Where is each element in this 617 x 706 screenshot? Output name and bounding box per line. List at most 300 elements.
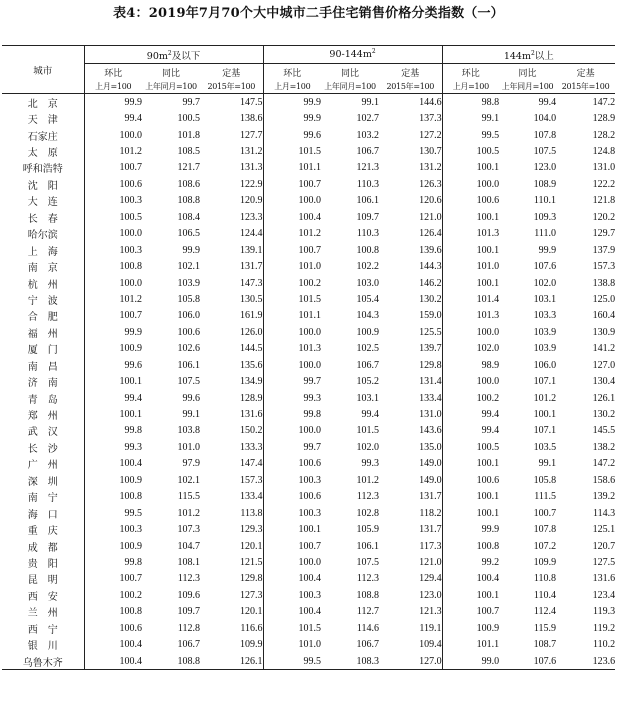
- index-value: 144.5: [240, 343, 263, 355]
- index-value: 130.9: [592, 326, 616, 338]
- index-value: 110.3: [356, 178, 380, 190]
- index-value: 100.7: [533, 507, 557, 519]
- table-row: [2, 538, 615, 554]
- table-row: [2, 258, 615, 274]
- table-title: 表4：2019年7月70个大中城市二手住宅销售价格分类指数（一）: [113, 6, 504, 21]
- table-row: [2, 341, 615, 357]
- index-value: 100.7: [263, 538, 321, 554]
- index-value: 99.5: [263, 653, 321, 670]
- city-name: 呼和浩特: [22, 164, 63, 176]
- index-value: 157.3: [240, 474, 263, 486]
- index-value: 126.0: [240, 326, 263, 338]
- index-value: 133.3: [240, 441, 263, 453]
- index-value: 130.4: [592, 376, 616, 388]
- index-value: 100.0: [263, 423, 321, 439]
- metric-header: 定基: [576, 68, 595, 79]
- index-value: 100.5: [442, 439, 499, 455]
- index-value: 103.2: [356, 129, 380, 141]
- table-row: [2, 373, 615, 389]
- index-value: 100.1: [84, 406, 142, 422]
- index-value: 100.7: [263, 176, 321, 192]
- index-value: 126.3: [419, 178, 442, 190]
- base-header: 上月=100: [263, 80, 321, 94]
- group-header-small: $90m^2$及以下: [84, 46, 263, 64]
- index-value: 103.9: [533, 343, 557, 355]
- index-value: 100.1: [442, 505, 499, 521]
- index-value: 110.4: [533, 589, 557, 601]
- index-value: 103.9: [533, 326, 557, 338]
- index-value: 106.7: [356, 146, 380, 158]
- index-value: 99.4: [361, 409, 380, 421]
- index-value: 110.3: [356, 228, 380, 240]
- index-value: 99.7: [263, 439, 321, 455]
- city-name: 郑 州: [27, 411, 58, 423]
- index-value: 107.5: [356, 556, 380, 568]
- table-body: [2, 94, 615, 670]
- index-value: 100.6: [263, 489, 321, 505]
- index-value: 121.8: [592, 195, 616, 207]
- metric-header: 同比: [518, 68, 537, 79]
- index-value: 100.1: [84, 373, 142, 389]
- index-value: 100.2: [442, 390, 499, 406]
- index-value: 99.3: [84, 439, 142, 455]
- index-value: 130.7: [419, 146, 442, 158]
- table-row: [2, 275, 615, 291]
- index-value: 107.6: [533, 261, 557, 273]
- index-value: 99.9: [263, 110, 321, 126]
- index-value: 131.0: [419, 409, 442, 421]
- index-value: 104.3: [356, 310, 380, 322]
- index-value: 101.2: [263, 226, 321, 242]
- index-value: 100.8: [84, 258, 142, 274]
- index-value: 112.3: [177, 573, 200, 585]
- index-value: 100.4: [84, 636, 142, 652]
- index-value: 103.1: [356, 392, 380, 404]
- index-value: 138.8: [592, 277, 616, 289]
- index-value: 100.0: [84, 127, 142, 143]
- table-row: [2, 653, 615, 670]
- city-name: 太 原: [27, 148, 58, 160]
- index-value: 101.8: [177, 129, 200, 141]
- index-value: 137.3: [419, 113, 442, 125]
- base-header-row: [2, 80, 615, 94]
- index-value: 99.8: [84, 554, 142, 570]
- index-value: 101.3: [442, 308, 499, 324]
- table-row: [2, 357, 615, 373]
- index-value: 106.0: [177, 310, 200, 322]
- index-value: 102.1: [177, 261, 200, 273]
- index-value: 117.3: [419, 540, 442, 552]
- price-index-table: [2, 45, 615, 670]
- index-value: 121.5: [240, 556, 263, 568]
- table-row: [2, 439, 615, 455]
- index-value: 101.3: [442, 226, 499, 242]
- index-value: 101.2: [84, 291, 142, 307]
- index-value: 100.2: [84, 587, 142, 603]
- index-value: 150.2: [240, 425, 263, 437]
- index-value: 160.4: [592, 310, 616, 322]
- index-value: 129.7: [592, 228, 616, 240]
- index-value: 109.3: [533, 211, 557, 223]
- city-name: 南 宁: [27, 493, 58, 505]
- index-value: 103.0: [356, 277, 380, 289]
- index-value: 127.0: [592, 359, 616, 371]
- index-value: 100.1: [442, 275, 499, 291]
- base-header: 上年同月=100: [142, 80, 200, 94]
- index-value: 102.6: [177, 343, 200, 355]
- table-row: [2, 127, 615, 143]
- index-value: 141.2: [592, 343, 616, 355]
- index-value: 105.2: [356, 376, 380, 388]
- index-value: 135.0: [419, 441, 442, 453]
- index-value: 100.4: [84, 653, 142, 670]
- index-value: 101.0: [177, 441, 200, 453]
- index-value: 97.9: [182, 458, 200, 470]
- city-name: 成 都: [27, 542, 58, 554]
- index-value: 100.5: [84, 209, 142, 225]
- index-value: 120.7: [592, 540, 616, 552]
- index-value: 99.9: [538, 244, 557, 256]
- index-value: 107.6: [499, 653, 556, 670]
- index-value: 134.9: [240, 376, 263, 388]
- table-row: [2, 505, 615, 521]
- city-name: 哈尔滨: [27, 230, 58, 242]
- index-value: 133.4: [240, 491, 263, 503]
- city-name: 青 岛: [27, 394, 58, 406]
- index-value: 124.4: [240, 228, 263, 240]
- index-value: 102.7: [356, 113, 380, 125]
- metric-header: 定基: [401, 68, 420, 79]
- metric-header: 环比: [442, 64, 499, 81]
- index-value: 105.8: [533, 474, 557, 486]
- index-value: 100.3: [263, 472, 321, 488]
- city-name: 西 安: [27, 591, 58, 603]
- index-value: 127.3: [240, 589, 263, 601]
- city-name: 西 宁: [27, 624, 58, 636]
- index-value: 100.6: [442, 193, 499, 209]
- index-value: 111.5: [534, 491, 557, 503]
- index-value: 113.8: [240, 507, 263, 519]
- index-value: 143.6: [419, 425, 442, 437]
- index-value: 100.7: [84, 160, 142, 176]
- index-value: 99.3: [263, 390, 321, 406]
- index-value: 99.2: [442, 554, 499, 570]
- index-value: 102.2: [356, 261, 380, 273]
- city-name: 银 川: [27, 641, 58, 653]
- index-value: 121.3: [356, 162, 380, 174]
- index-value: 106.1: [356, 540, 380, 552]
- index-value: 131.7: [419, 491, 442, 503]
- index-value: 119.3: [592, 606, 616, 618]
- index-value: 121.7: [177, 162, 200, 174]
- index-value: 110.8: [533, 573, 557, 585]
- index-value: 99.5: [84, 505, 142, 521]
- index-value: 101.1: [263, 308, 321, 324]
- index-value: 108.8: [356, 589, 380, 601]
- index-value: 100.0: [263, 357, 321, 373]
- index-value: 101.1: [263, 160, 321, 176]
- index-value: 100.0: [84, 275, 142, 291]
- base-header: 2015年=100: [556, 80, 615, 94]
- index-value: 105.8: [177, 293, 200, 305]
- index-value: 127.2: [419, 129, 442, 141]
- index-value: 125.0: [592, 293, 616, 305]
- index-value: 111.0: [534, 228, 557, 240]
- index-value: 127.7: [240, 129, 263, 141]
- index-value: 100.1: [263, 521, 321, 537]
- index-value: 108.9: [533, 178, 557, 190]
- index-value: 138.6: [240, 113, 263, 125]
- index-value: 115.9: [533, 622, 557, 634]
- metric-header: 环比: [263, 64, 321, 81]
- table-row: [2, 110, 615, 126]
- index-value: 101.2: [177, 507, 200, 519]
- index-value: 118.2: [419, 507, 442, 519]
- city-name: 长 沙: [27, 443, 58, 455]
- city-name: 大 连: [27, 197, 58, 209]
- index-value: 103.1: [533, 293, 557, 305]
- city-name: 兰 州: [27, 608, 58, 620]
- index-value: 123.6: [556, 653, 615, 670]
- table-row: [2, 620, 615, 636]
- table-row: [2, 489, 615, 505]
- index-value: 110.1: [533, 195, 557, 207]
- index-value: 147.5: [240, 96, 263, 108]
- table-row: [2, 472, 615, 488]
- index-value: 139.2: [592, 491, 616, 503]
- index-value: 107.5: [177, 376, 200, 388]
- index-value: 109.6: [177, 589, 200, 601]
- index-value: 119.2: [592, 622, 616, 634]
- index-value: 108.8: [142, 653, 200, 670]
- city-name: 福 州: [27, 328, 58, 340]
- index-value: 99.1: [361, 96, 380, 108]
- table-row: [2, 94, 615, 111]
- index-value: 110.2: [592, 639, 616, 651]
- city-name: 长 春: [27, 213, 58, 225]
- index-value: 129.8: [419, 359, 442, 371]
- index-value: 99.9: [84, 324, 142, 340]
- index-value: 99.4: [538, 96, 557, 108]
- index-value: 146.2: [419, 277, 442, 289]
- index-value: 107.1: [533, 376, 557, 388]
- index-value: 131.7: [419, 524, 442, 536]
- index-value: 131.0: [592, 162, 616, 174]
- index-value: 129.4: [419, 573, 442, 585]
- index-value: 100.6: [442, 472, 499, 488]
- city-name: 石家庄: [27, 131, 58, 143]
- index-value: 102.5: [356, 343, 380, 355]
- index-value: 106.1: [356, 195, 380, 207]
- city-name: 海 口: [27, 509, 58, 521]
- base-header: 上年同月=100: [499, 80, 556, 94]
- index-value: 101.0: [263, 636, 321, 652]
- index-value: 127.0: [379, 653, 442, 670]
- index-value: 103.3: [533, 310, 557, 322]
- index-value: 108.1: [177, 556, 200, 568]
- index-value: 100.0: [263, 193, 321, 209]
- index-value: 100.4: [263, 571, 321, 587]
- index-value: 108.6: [177, 178, 200, 190]
- index-value: 100.8: [356, 244, 380, 256]
- index-value: 100.1: [442, 242, 499, 258]
- index-value: 109.4: [419, 639, 442, 651]
- table-row: [2, 226, 615, 242]
- index-value: 99.9: [84, 94, 142, 111]
- index-value: 100.8: [84, 604, 142, 620]
- index-value: 108.8: [177, 195, 200, 207]
- index-value: 138.2: [592, 441, 616, 453]
- index-value: 100.8: [442, 538, 499, 554]
- table-row: [2, 554, 615, 570]
- city-name: 深 圳: [27, 476, 58, 488]
- index-value: 139.6: [419, 244, 442, 256]
- index-value: 100.1: [442, 160, 499, 176]
- index-value: 100.3: [84, 193, 142, 209]
- index-value: 101.2: [356, 474, 380, 486]
- table-row: [2, 209, 615, 225]
- index-value: 149.0: [419, 474, 442, 486]
- index-value: 119.1: [419, 622, 442, 634]
- metric-header: 同比: [341, 68, 360, 79]
- index-value: 120.6: [419, 195, 442, 207]
- index-value: 128.9: [592, 113, 616, 125]
- city-name: 武 汉: [27, 427, 58, 439]
- city-name: 杭 州: [27, 279, 58, 291]
- index-value: 107.3: [177, 524, 200, 536]
- index-value: 116.6: [240, 622, 263, 634]
- index-value: 106.5: [177, 228, 200, 240]
- index-value: 123.4: [592, 589, 616, 601]
- index-value: 120.9: [240, 195, 263, 207]
- index-value: 99.4: [84, 390, 142, 406]
- index-value: 99.6: [263, 127, 321, 143]
- index-value: 99.4: [442, 423, 499, 439]
- index-value: 99.8: [84, 423, 142, 439]
- index-value: 99.6: [84, 357, 142, 373]
- index-value: 100.7: [84, 571, 142, 587]
- index-value: 99.8: [263, 406, 321, 422]
- index-value: 125.5: [419, 326, 442, 338]
- index-value: 107.2: [533, 540, 557, 552]
- index-value: 121.0: [419, 211, 442, 223]
- base-header: 上月=100: [442, 80, 499, 94]
- index-value: 124.8: [592, 146, 616, 158]
- index-value: 112.7: [356, 606, 380, 618]
- index-value: 108.3: [321, 653, 379, 670]
- table-row: [2, 456, 615, 472]
- metric-header: 定基: [222, 68, 241, 79]
- index-value: 131.7: [240, 261, 263, 273]
- base-header: 2015年=100: [200, 80, 263, 94]
- city-name: 乌鲁木齐: [2, 653, 84, 670]
- index-value: 107.5: [533, 146, 557, 158]
- index-value: 100.6: [177, 326, 200, 338]
- index-value: 106.0: [533, 359, 557, 371]
- index-value: 100.0: [263, 554, 321, 570]
- index-value: 99.0: [442, 653, 499, 670]
- base-header: 上月=100: [84, 80, 142, 94]
- table-row: [2, 636, 615, 652]
- table-row: [2, 406, 615, 422]
- index-value: 126.4: [419, 228, 442, 240]
- city-name: 宁 波: [27, 295, 58, 307]
- city-name: 广 州: [27, 460, 58, 472]
- table-row: [2, 176, 615, 192]
- index-value: 103.8: [177, 425, 200, 437]
- index-value: 109.7: [356, 211, 380, 223]
- table-row: [2, 521, 615, 537]
- group-header-large: $144m^2$以上: [442, 46, 615, 64]
- index-value: 107.1: [533, 425, 557, 437]
- index-value: 102.1: [177, 474, 200, 486]
- index-value: 100.2: [263, 275, 321, 291]
- table-row: [2, 242, 615, 258]
- index-value: 99.3: [361, 458, 380, 470]
- index-value: 99.5: [442, 127, 499, 143]
- index-value: 109.9: [533, 556, 557, 568]
- index-value: 103.5: [533, 441, 557, 453]
- city-name: 上 海: [27, 246, 58, 258]
- table-row: [2, 193, 615, 209]
- index-value: 99.1: [538, 458, 557, 470]
- index-value: 104.0: [533, 113, 557, 125]
- index-value: 161.9: [240, 310, 263, 322]
- index-value: 108.4: [177, 211, 200, 223]
- index-value: 102.0: [533, 277, 557, 289]
- index-value: 101.5: [263, 291, 321, 307]
- index-value: 102.0: [356, 441, 380, 453]
- index-value: 99.4: [84, 110, 142, 126]
- city-name: 厦 门: [27, 345, 58, 357]
- index-value: 99.1: [182, 409, 200, 421]
- city-name: 天 津: [27, 115, 58, 127]
- index-value: 106.7: [177, 639, 200, 651]
- index-value: 129.3: [240, 524, 263, 536]
- index-value: 98.8: [442, 94, 499, 111]
- index-value: 127.5: [592, 556, 616, 568]
- index-value: 101.0: [263, 258, 321, 274]
- index-value: 100.3: [84, 242, 142, 258]
- index-value: 100.8: [84, 489, 142, 505]
- index-value: 145.5: [592, 425, 616, 437]
- index-value: 120.1: [240, 606, 263, 618]
- index-value: 131.3: [240, 162, 263, 174]
- index-value: 137.9: [592, 244, 616, 256]
- index-value: 130.2: [419, 293, 442, 305]
- index-value: 115.5: [177, 491, 200, 503]
- index-value: 100.1: [442, 489, 499, 505]
- city-name: 沈 阳: [27, 180, 58, 192]
- index-value: 102.0: [442, 341, 499, 357]
- index-value: 100.1: [533, 409, 557, 421]
- index-value: 100.0: [263, 324, 321, 340]
- table-row: [2, 324, 615, 340]
- city-name: 济 南: [27, 378, 58, 390]
- city-column-header: 城市: [2, 46, 84, 94]
- index-value: 100.1: [442, 209, 499, 225]
- index-value: 100.4: [263, 604, 321, 620]
- index-value: 109.7: [177, 606, 200, 618]
- index-value: 100.5: [177, 113, 200, 125]
- index-value: 100.6: [263, 456, 321, 472]
- index-value: 101.5: [263, 620, 321, 636]
- index-value: 108.5: [177, 146, 200, 158]
- table-row: [2, 587, 615, 603]
- index-value: 100.3: [84, 521, 142, 537]
- index-value: 129.8: [240, 573, 263, 585]
- index-value: 99.7: [182, 96, 200, 108]
